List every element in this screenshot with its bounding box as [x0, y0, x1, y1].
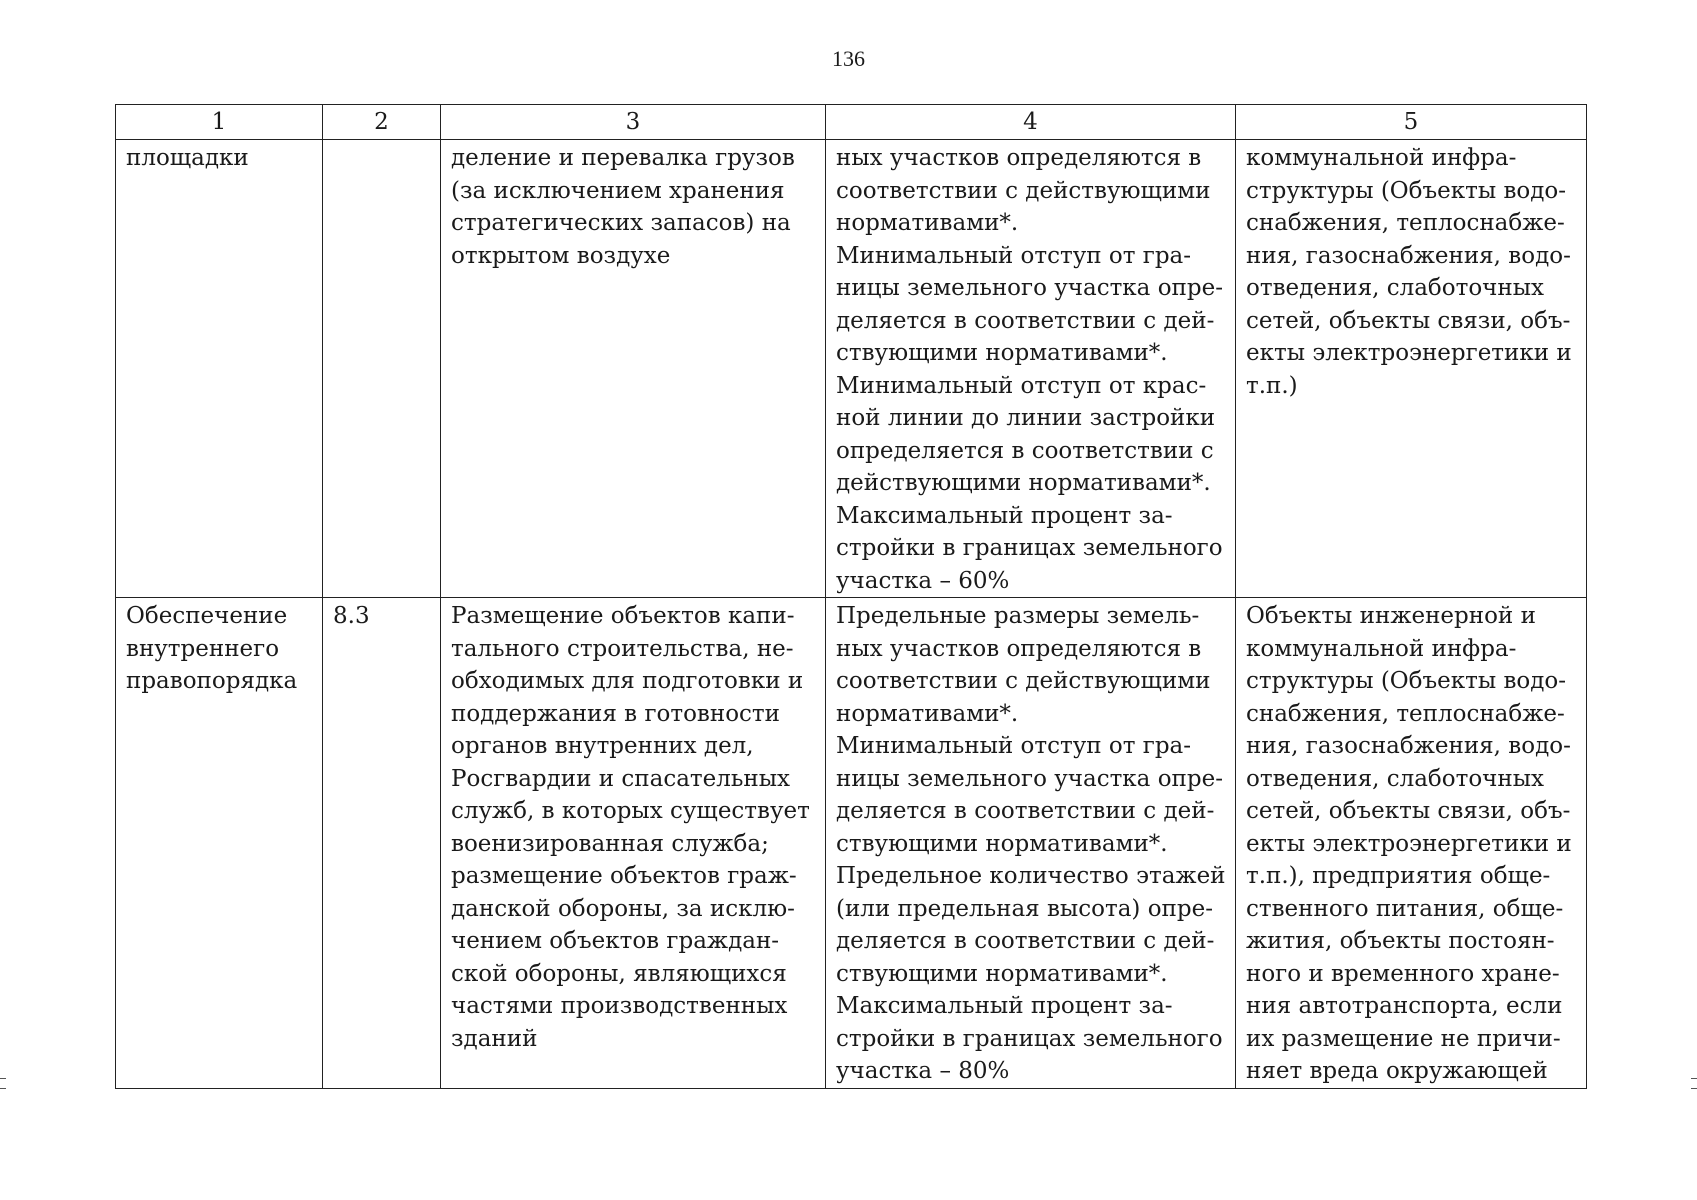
table-row — [116, 140, 1587, 598]
cell-parameters: Предельные размеры земель- ных участков определяются в соответствии с действующими нормативами*. Минимальный отступ от гра- ницы земельного участка опре- деляется в соответствии с дей- ствующими нормативами*. Предельное количество этажей (или предельная высота) опре- деляется в соответствии с дей- ствующими нормативами*. Максимальный процент за- стройки в границах земельного участка – 80% — [826, 598, 1236, 1089]
cell-land-use-type: Обеспечение внутреннего правопорядка — [116, 598, 323, 1089]
cell-auxiliary-uses: коммунальной инфра- структуры (Объекты водо- снабжения, теплоснабже- ния, газоснабжения, водо- отведения, слаботочных сетей, объекты связи, объ- екты электроэнергетики и т.п.) — [1236, 140, 1587, 598]
cell-auxiliary-uses: Объекты инженерной и коммунальной инфра- структуры (Объекты водо- снабжения, теплоснабже- ния, газоснабжения, водо- отведения, слаботочных сетей, объекты связи, объ- екты электроэнергетики и т.п.), предприятия обще- ственного питания, обще- жития, объекты постоян- ного и временного хране- ния автотранспорта, если их размещение не причи- няет вреда окружающей — [1236, 598, 1587, 1089]
column-header-3: 3 — [441, 105, 826, 140]
column-header-5: 5 — [1236, 105, 1587, 140]
scan-edge-mark — [0, 1078, 6, 1079]
scan-edge-mark — [1691, 1088, 1697, 1089]
column-header-4: 4 — [826, 105, 1236, 140]
cell-code — [323, 140, 441, 598]
cell-parameters: ных участков определяются в соответствии с действующими нормативами*. Минимальный отступ от гра- ницы земельного участка опре- деляется в соответствии с дей- ствующими нормативами*. Минимальный отступ от крас- ной линии до линии застройки определяется в соответствии с действующими нормативами*. Максимальный процент за- стройки в границах земельного участка – 60% — [826, 140, 1236, 598]
cell-description: Размещение объектов капи- тального строительства, не- обходимых для подготовки и поддержания в готовности органов внутренних дел, Росгвардии и спасательных служб, в которых существует военизированная служба; размещение объектов граж- данской обороны, за исклю- чением объектов граждан- ской обороны, являющихся частями производственных зданий — [441, 598, 826, 1089]
regulations-table — [115, 104, 1587, 1089]
scan-edge-mark — [1691, 1078, 1697, 1079]
table-header-row — [116, 105, 1587, 140]
cell-land-use-type: площадки — [116, 140, 323, 598]
scan-edge-mark — [0, 1088, 6, 1089]
page-number: 136 — [832, 46, 865, 71]
table-row — [116, 598, 1587, 1089]
cell-description: деление и перевалка грузов (за исключением хранения стратегических запасов) на открытом воздухе — [441, 140, 826, 598]
cell-code: 8.3 — [323, 598, 441, 1089]
column-header-2: 2 — [323, 105, 441, 140]
column-header-1: 1 — [116, 105, 323, 140]
